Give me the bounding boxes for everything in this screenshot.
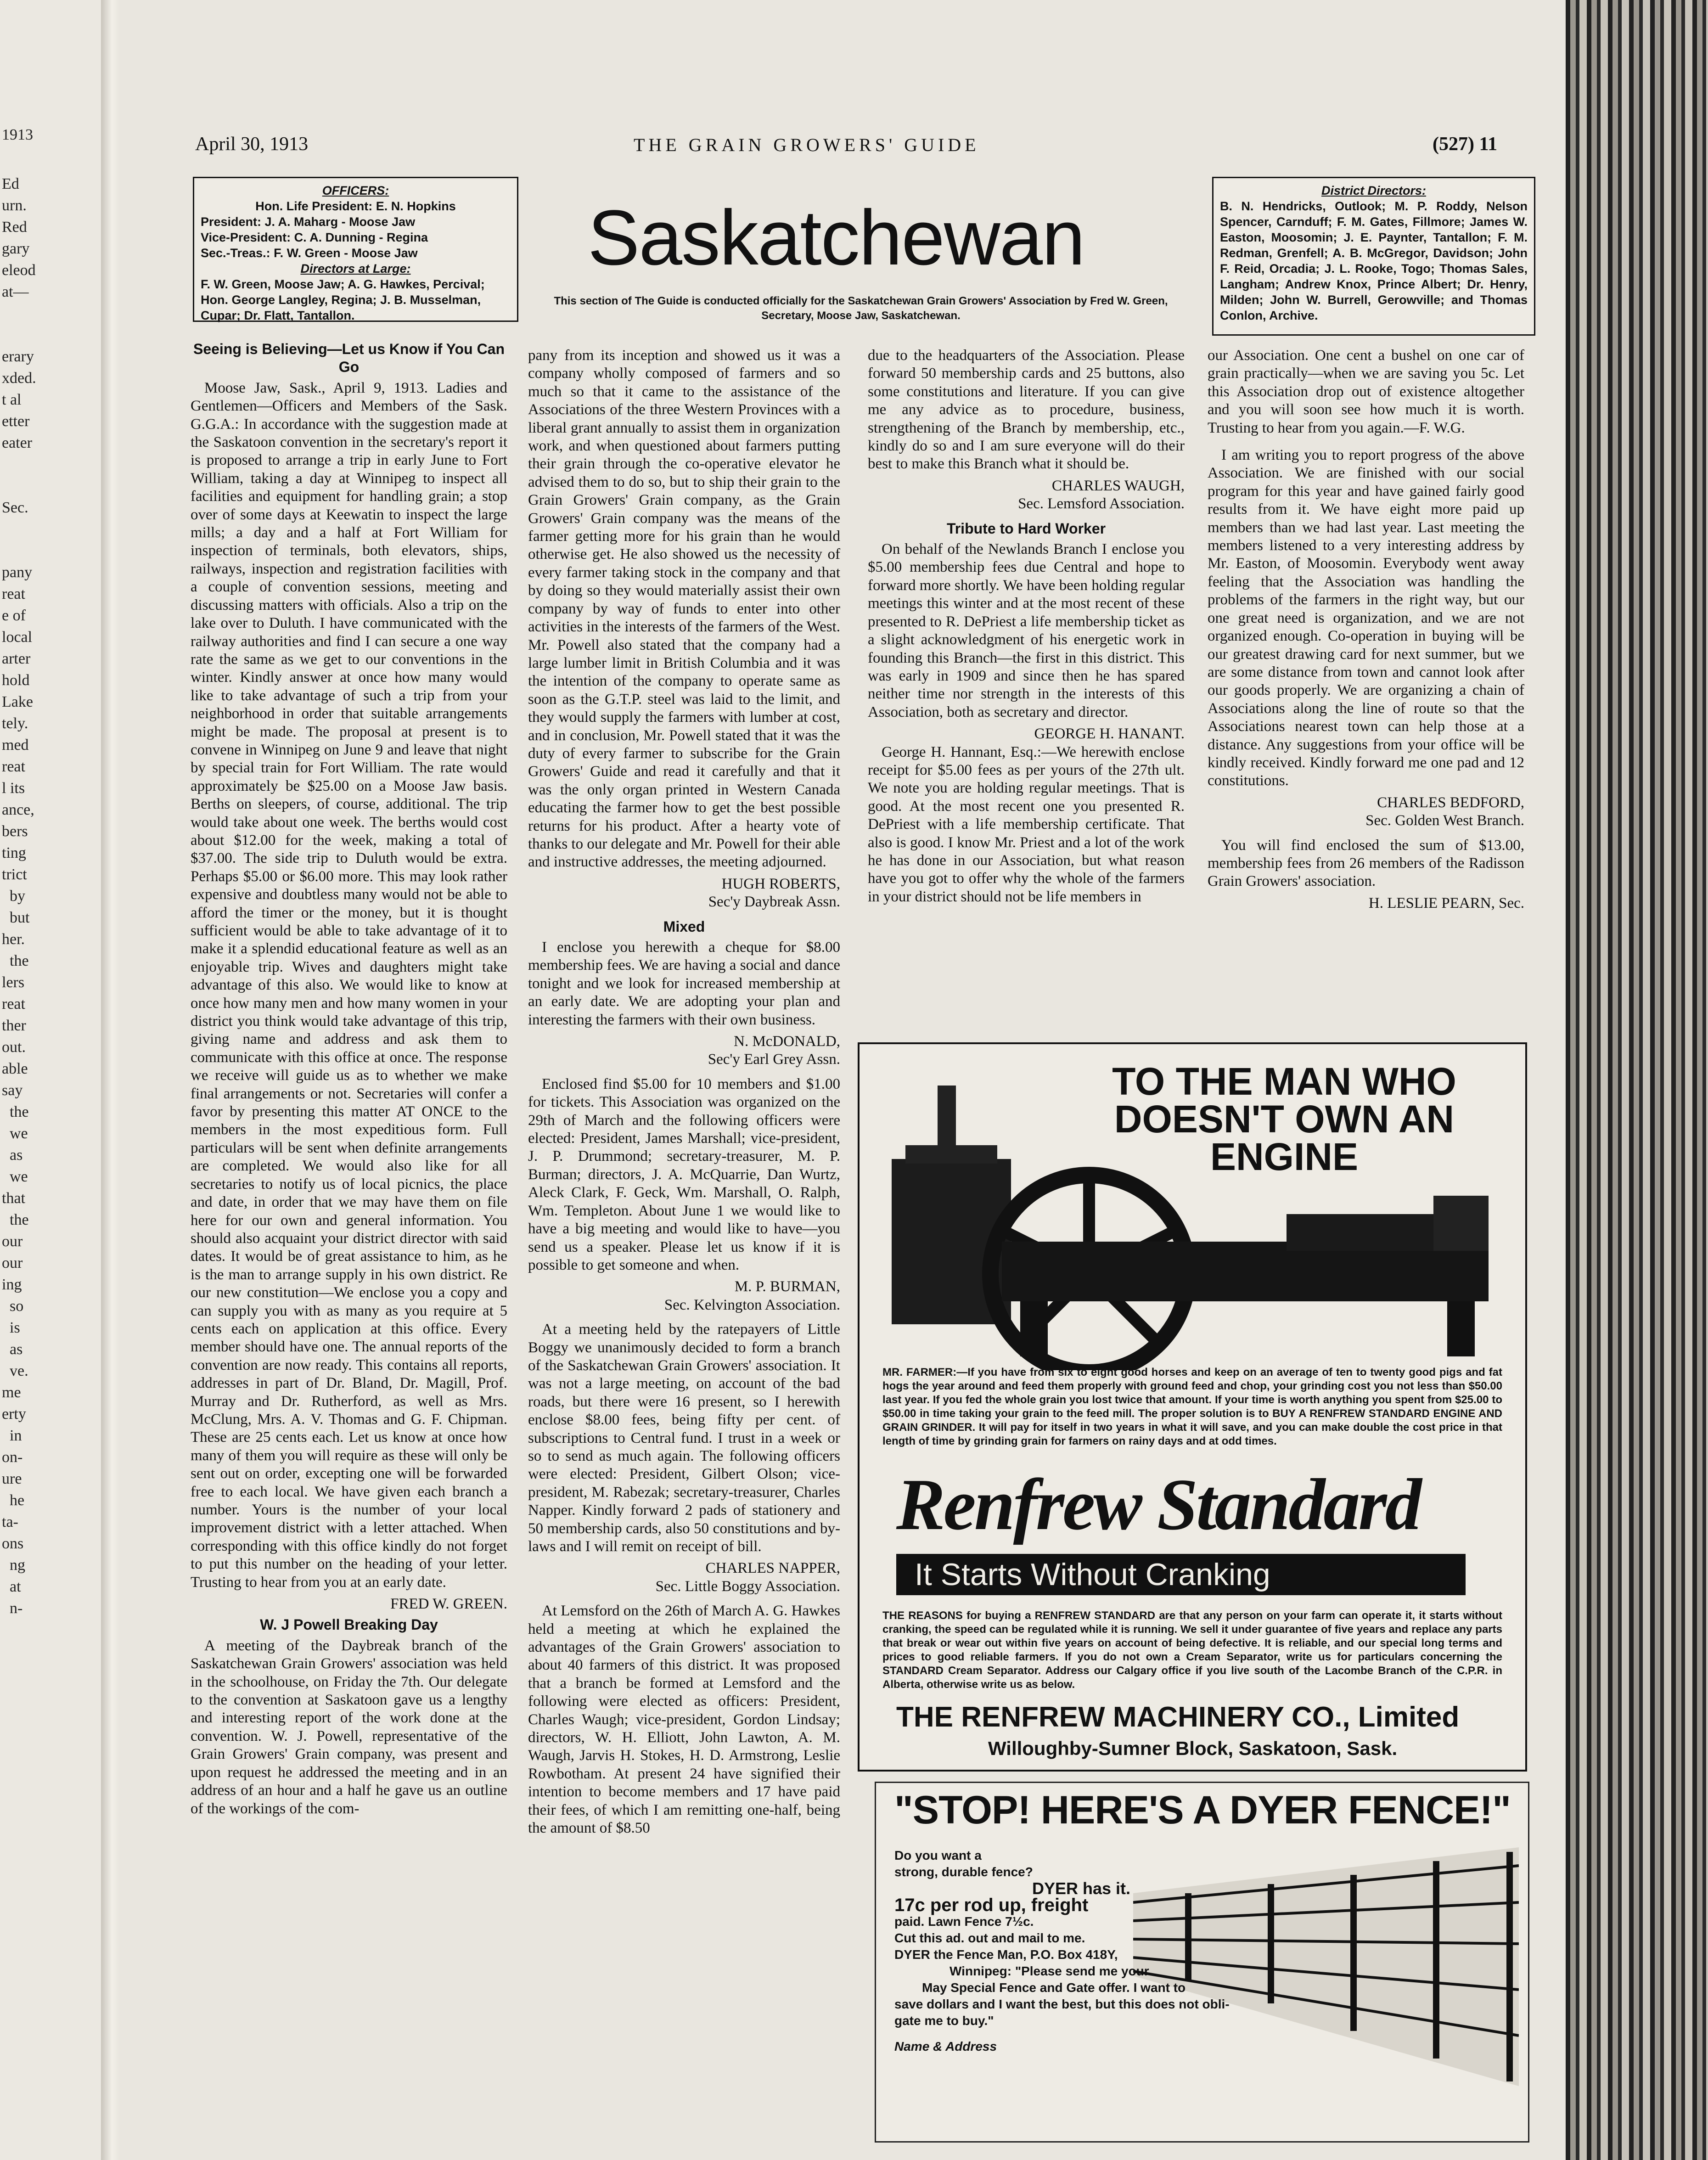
article-signature: CHARLES BEDFORD, bbox=[1377, 794, 1524, 811]
binding-gutter bbox=[101, 0, 119, 2160]
dyer-fence-advertisement bbox=[875, 1782, 1529, 2143]
ad-body-text bbox=[894, 1847, 1491, 2055]
column-1 bbox=[191, 338, 507, 2138]
officers-box bbox=[193, 177, 518, 322]
ad-line: strong, durable fence? bbox=[894, 1865, 1033, 1879]
district-directors-box bbox=[1212, 177, 1535, 336]
officer-line: President: J. A. Maharg - Moose Jaw bbox=[201, 215, 416, 229]
article-signature: N. McDONALD, bbox=[734, 1033, 840, 1050]
article-headline: Tribute to Hard Worker bbox=[946, 520, 1106, 537]
officer-line: Hon. Life President: E. N. Hopkins bbox=[255, 199, 456, 213]
article-body: At Lemsford on the 26th of March A. G. Hawkes held a meeting at which he explained the advantages of the Grain Growers' association to about 40 farmers of this district. It was proposed that a branch be formed at Lemsford and the following were elected as officers: President, Charles Waugh; vice-president, Gordon Lindsay; directors, W. H. Elliott, John Lawton, A. M. Waugh, Jarvis H. Stokes, H. D. Armstrong, Leslie Rowbotham. At present 24 have signified their intention to become members and 17 have paid their fees, of which I am remitting one-half, being the amount of $8.50 bbox=[528, 1603, 840, 1837]
ad-line: Winnipeg: "Please send me your bbox=[950, 1964, 1149, 1978]
renfrew-advertisement bbox=[858, 1042, 1527, 1772]
article-body: Enclosed find $5.00 for 10 members and $1.00 for tickets. This Association was organized on the 29th of March and the following officers were elected: President, James Marshall; vice-president, J. P. Drummond; secretary-treasurer, M. P. Burman; directors, J. A. McQuarrie, Dan Wurtz, Aleck Clark, F. Geck, Wm. Marshall, O. Ralph, Wm. Templeton. About June 1 we would like to have a big meeting and would like to have—you send us a speaker. Please let us know if it is possible to get someone and when. bbox=[528, 1075, 840, 1273]
ad-line: gate me to buy." bbox=[894, 2014, 994, 2028]
article-body: George H. Hannant, Esq.:—We herewith enclose receipt for $5.00 fees as per yours of the 27th ult. We note you are holding regular meetings. That is good. At the most recent one you presented R. DePriest with a life membership certificate. That also is good. I know Mr. Priest and a lot of the work he has done in our Association, but what reason have you got to offer why the whole of the farmers in your district should not be life members in bbox=[868, 743, 1185, 905]
article-signature-title: Sec. Golden West Branch. bbox=[1365, 812, 1524, 829]
article-body: due to the headquarters of the Association. Please forward 50 membership cards and 25 buttons, also some constitutions and literature. If you can give me any advice as to procedure, business, strengthening of the Branch by membership, etc., kindly do so and I am sure everyone will do their best to make this Branch what it should be. bbox=[868, 347, 1185, 472]
section-intro: This section of The Guide is conducted officially for the Saskatchewan Grain Growers' Association by Fred W. Green, Secretary, Moose Jaw, Saskatchewan. bbox=[554, 295, 1168, 322]
article-signature: GEORGE H. HANANT. bbox=[1034, 726, 1185, 742]
ad-line: paid. Lawn Fence 7½c. bbox=[894, 1914, 1034, 1929]
officer-line: Directors at Large: bbox=[300, 262, 411, 276]
article-body: pany from its inception and showed us it was a company wholly composed of farmers and so much so that it came to the assistance of the Associations of the three Western Provinces with a liberal grant annually to assist them in organization work, and when questioned about farmers putting their grain through the co-operative elevator he advised them to do so, but to ship their grain to the Grain Growers' Grain company, as the Grain Growers' Grain company was the means of the farmer getting more for his grain than he would otherwise get. He also showed us the necessity of every farmer taking stock in the company and that by doing so they would materially assist their own company by way of funds to enter into other activities in the interests of the farmers of the West. Mr. Powell also stated that the company had a large lumber limit in British Columbia and it was the intention of the company to operate same as soon as the G.T.P. steel was laid to the limit, and they would supply the farmers with lumber at cost, and in conclusion, Mr. Powell stated that it was the duty of every farmer to subscribe for the Grain Growers' Guide and read it carefully and that it was the only organ printed in Western Canada educating the farmer how to get the best possible returns for his product. After a hearty vote of thanks to our delegate and Mr. Powell for their able and instructive addresses, the meeting adjourned. bbox=[528, 347, 840, 871]
article-signature: M. P. BURMAN, bbox=[734, 1278, 840, 1295]
ad-line: Cut this ad. out and mail to me. bbox=[894, 1931, 1085, 1945]
article-body: I am writing you to report progress of the above Association. We are finished with our social program for this year and have gained fairly good results from it. We have eight more paid up members than we had last year. Last meeting the members listened to a very interesting address by Mr. Easton, of Moosomin. Everybody went away feeling that the Association was handling the problems of the farmers in the right way, but our one great need is organization, and we are not organized enough. Co-operation in buying will be our greatest drawing card for next summer, but we are some distance from town and cannot look after our goods properly. We are organizing a chain of Associations along the line of route so that the Associations nearest town can help those at a distance. Any suggestions from your office will be kindly received. Kindly forward me one pad and 12 constitutions. bbox=[1208, 447, 1524, 789]
section-masthead: Saskatchewan bbox=[588, 194, 1084, 281]
facing-page-edge bbox=[0, 0, 106, 2160]
article-body: A meeting of the Daybreak branch of the Saskatchewan Grain Growers' association was held in the schoolhouse, on Friday the 7th. Our delegate to the convention at Saskatoon gave us a lengthy and interesting report of the work done at the convention. W. J. Powell, representative of the Grain Growers' Grain company, was present and upon request he addressed the meeting and in an address of an hour and a half he gave us an outline of the workings of the com- bbox=[191, 1637, 507, 1817]
ad-line: Do you want a bbox=[894, 1848, 982, 1862]
article-signature-title: Sec'y Earl Grey Assn. bbox=[708, 1051, 840, 1068]
facing-page-year: 1913 bbox=[2, 126, 33, 143]
running-title: THE GRAIN GROWERS' GUIDE bbox=[634, 135, 980, 155]
officer-line: Vice-President: C. A. Dunning - Regina bbox=[201, 231, 428, 244]
ad-tagline: It Starts Without Cranking bbox=[896, 1554, 1466, 1595]
article-signature: H. LESLIE PEARN, Sec. bbox=[1368, 894, 1524, 911]
officer-line: F. W. Green, Moose Jaw; A. G. Hawkes, Percival; Hon. George Langley, Regina; J. B. Musselman, Cupar; Dr. Flatt, Tantallon. bbox=[201, 277, 485, 322]
article-headline: Seeing is Believing—Let us Know if You Can Go bbox=[193, 341, 505, 376]
page-number: (527) 11 bbox=[1433, 134, 1498, 155]
column-3 bbox=[868, 347, 1185, 1017]
article-headline: Mixed bbox=[663, 918, 705, 935]
article-signature: FRED W. GREEN. bbox=[390, 1596, 507, 1613]
ad-line: May Special Fence and Gate offer. I want to bbox=[922, 1980, 1186, 1995]
article-signature-title: Sec. Little Boggy Association. bbox=[655, 1578, 840, 1595]
ad-line: DYER has it. bbox=[1032, 1879, 1131, 1898]
ad-company-name: THE RENFREW MACHINERY CO., Limited bbox=[896, 1701, 1460, 1733]
article-signature-title: Sec'y Daybreak Assn. bbox=[708, 894, 840, 911]
ad-line: 17c per rod up, freight bbox=[894, 1895, 1089, 1915]
ad-line: DYER the Fence Man, P.O. Box 418Y, bbox=[894, 1947, 1118, 1962]
article-body: our Association. One cent a bushel on one car of grain practically—when we are saving you 5c. Let this Association drop out of existence altogether and you will soon see how much it is worth. Trusting to hear from you again.—F. W.G. bbox=[1208, 347, 1524, 436]
article-signature: HUGH ROBERTS, bbox=[721, 875, 840, 892]
ad-reasons-text: THE REASONS for buying a RENFREW STANDARD are that any person on your farm can operate it, it starts without cranking, the speed can be regulated while it is running. We sell it under guarantee of five years and replace any parts that break or wear out within five years on account of being defective. It is reliable, and our special long terms and prices to good reliable farmers. If you do not own a Cream Separator, write us for particulars concerning the STANDARD Cream Separator. Address our Calgary office if you live south of the Lacombe Branch of the C.P.R. in Alberta, otherwise write us as below. bbox=[882, 1609, 1502, 1691]
officers-title: OFFICERS: bbox=[322, 184, 389, 197]
column-4 bbox=[1208, 347, 1524, 1017]
officer-line: Sec.-Treas.: F. W. Green - Moose Jaw bbox=[201, 246, 418, 260]
book-edge bbox=[1566, 0, 1708, 2160]
issue-date: April 30, 1913 bbox=[195, 134, 309, 155]
ad-headline: TO THE MAN WHO DOESN'T OWN AN ENGINE bbox=[1112, 1060, 1456, 1178]
article-body: At a meeting held by the ratepayers of Little Boggy we unanimously decided to form a branch of the Saskatchewan Grain Growers' association. It was not a large meeting, on account of the bad roads, but there were 16 present, so I herewith enclose $8.00 fees, being fifty per cent. of subscriptions to Central fund. I trust in a week or so to send as much again. The following officers were elected: President, Gilbert Olson; vice-president, M. Rabezak; secretary-treasurer, Charles Napper. Kindly forward 2 pads of stationery and 50 membership cards, also 50 constitutions and by-laws and I will remit on receipt of bill. bbox=[528, 1321, 840, 1555]
ad-headline: "STOP! HERE'S A DYER FENCE!" bbox=[894, 1788, 1511, 1832]
engine-illustration-icon bbox=[873, 1076, 1507, 1370]
article-headline: W. J Powell Breaking Day bbox=[260, 1616, 438, 1633]
district-directors-title: District Directors: bbox=[1321, 184, 1427, 197]
ad-line: save dollars and I want the best, but this does not obli- bbox=[894, 1997, 1230, 2011]
article-body: On behalf of the Newlands Branch I enclose you $5.00 membership fees due Central and hope to forward more shortly. We have been holding regular meetings this winter and at the most recent of these presented to R. DePriest a life membership ticket as a slight acknowledgment of his energetic work in founding this Branch—the first in this district. This was early in 1909 and since then he has spared neither time nor strength in the interests of this Association, both as secretary and director. bbox=[868, 541, 1185, 720]
article-body: I enclose you herewith a cheque for $8.00 membership fees. We are having a social and dance tonight and we look for increased membership at an early date. We are adopting your plan and interesting the farmers with their own business. bbox=[528, 939, 840, 1028]
district-directors-list: B. N. Hendricks, Outlook; M. P. Roddy, Nelson Spencer, Carnduff; F. M. Gates, Fillmore; James W. Easton, Moosomin; J. E. Paynter, Tantallon; F. M. Redman, Grenfell; A. B. McGregor, Davidson; John F. Reid, Orcadia; J. L. Rooke, Togo; Thomas Sales, Langham; Andrew Knox, Prince Albert; Dr. Henry, Milden; John W. Burrell, Gerowville; and Thomas Conlon, Archive. bbox=[1220, 199, 1528, 322]
article-signature: CHARLES WAUGH, bbox=[1051, 477, 1185, 494]
facing-page-fragments: Ed urn. Red gary eleod at— erary xded. t al etter eater Sec. pany reat e of local arter hold Lake tely. med reat l its ance, bers ting trict by but her. the lers reat ther out. able say the we as we that the our our ing so is as ve. me erty in on- ure he ta- ons ng at n- bbox=[2, 175, 36, 1617]
ad-body-text: MR. FARMER:—If you have from six to eight good horses and keep on an average of ten to twenty good pigs and fat hogs the year around and feed them properly with ground feed and chop, your grinding cost you not less than $50.00 last year. If you fed the whole grain you lost twice that amount. If your time is worth anything you spent from $25.00 to $50.00 in time taking your grain to the feed mill. The proper solution is to BUY A RENFREW STANDARD ENGINE AND GRAIN GRINDER. It will pay for itself in two years in what it will save, and you can make double the cost price in that length of time by grinding grain for farmers on rainy days and at odd times. bbox=[882, 1366, 1502, 1447]
column-2 bbox=[528, 347, 840, 2138]
ad-brand-logo: Renfrew Standard bbox=[896, 1463, 1420, 1545]
article-signature-title: Sec. Kelvington Association. bbox=[664, 1296, 840, 1313]
ad-company-address: Willoughby-Sumner Block, Saskatoon, Sask. bbox=[988, 1738, 1398, 1759]
article-signature: CHARLES NAPPER, bbox=[705, 1560, 840, 1577]
article-signature-title: Sec. Lemsford Association. bbox=[1018, 495, 1185, 512]
article-body: You will find enclosed the sum of $13.00, membership fees from 26 members of the Radisson Grain Growers' association. bbox=[1208, 837, 1524, 890]
ad-coupon-field-label: Name & Address bbox=[894, 2039, 997, 2053]
article-body: Moose Jaw, Sask., April 9, 1913. Ladies and Gentlemen—Officers and Members of the Sask. G.G.A.: In accordance with the suggestion made at the Saskatoon convention in the secretary's report it is proposed to arrange a trip in early June to Fort William, taking a day at Winnipeg to inspect all facilities and equipment for handling grain; a stop over of some days at Keewatin to inspect the large mills; a day and a half at Fort William for inspection of terminals, both elevators, ships, railways, inspection and registration facilities with a couple of convention sessions, meeting and discussing matters with officials. Also a trip on the lake over to Duluth. I have communicated with the railway authorities and find I can secure a one way rate the same as we get to our conventions in the winter. Kindly answer at once how many would like to take advantage of such a trip from your neighborhood in order that suitable arrangements might be made. The proposal at present is to convene in Winnipeg on June 9 and leave that night by special train for Fort William. The rate would approximately be $25.00 on a Moose Jaw basis. Berths on sleepers, of course, additional. The trip would take about one week. The berths would cost about $12.00 for the week, making a total of $37.00. The side trip to Duluth would be extra. Perhaps $5.00 or $6.00 more. This may look rather expensive and doubtless many would not be able to afford the timer or the money, but it is thought sufficient would be able to take advantage of it to make it a splendid educational feature as well as an enjoyable trip. Wives and daughters might take advantage of this also. We would like to know at once how many men and how many women in your district you think would take advantage of this trip, giving name and address and ask them to communicate with this office at once. The response we receive will guide us as to whether we make final arrangements or not. Secretaries will confer a favor by presenting this matter AT ONCE to the members in the most expeditious form. Full particulars will be sent when definite arrangements are completed. We would also like for all secretaries to notify us of local picnics, the place and date, in order that we may have them on file here for our own and general information. You should also acquaint your district director with said dates. It would be of great assistance to him, as he is the man to arrange supply in his own district. Re our new constitution—We enclose you a copy and can supply you with as many as you require at 5 cents each on application at this office. Every member should have one. The annual reports of the convention are now ready. This contains all reports, addresses in part of Dr. Bland, Dr. Magill, Prof. Murray and Dr. Rutherford, as well as Mrs. McClung, Mrs. A. V. Thomas and G. F. Chipman. These are 25 cents each. Let us know at once how many of them you will require as these will only be sent out on order, excepting one will be forwarded free to each local. We have given each branch a number. Yours is the number of your local improvement district with a letter attached. When corresponding with this office kindly do not forget to put this number on the heading of your letter. Trusting to hear from you at an early date. bbox=[191, 379, 507, 1591]
